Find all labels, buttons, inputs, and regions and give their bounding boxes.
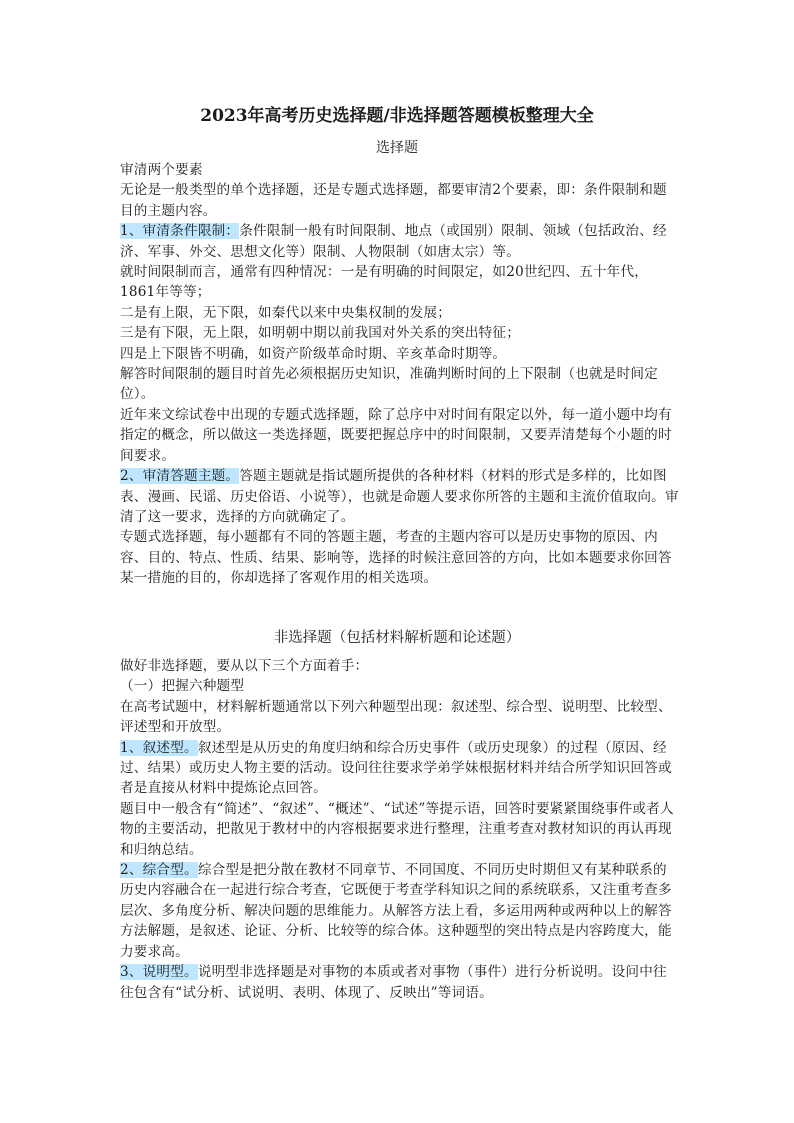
highlighted-heading: 2、综合型。 <box>120 862 198 879</box>
list-item-condition-limits <box>120 221 680 262</box>
paragraph: 二是有上限，无下限，如秦代以来中央集权制的发展； <box>120 304 452 321</box>
paragraph: 做好非选择题，要从以下三个方面着手： <box>120 658 369 674</box>
item-text: 条件限制一般有时间限制、地点（或国别）限制、领域（包括政治、经济、军事、外交、思想文化等）限制、人物限制（如唐太宗）等。 <box>120 223 667 260</box>
paragraph: 无论是一般类型的单个选择题，还是专题式选择题，都要审清2个要素，即：条件限制和题目的主题内容。 <box>120 182 667 219</box>
paragraph: 近年来文综试卷中出现的专题式选择题，除了总序中对时间有限定以外，每一道小题中均有指定的概念，所以做这一类选择题，既要把握总序中的时间限制，又要弄清楚每个小题的时间要求。 <box>120 406 672 464</box>
paragraph: 就时间限制而言，通常有四种情况：一是有明确的时间限定，如20世纪四、五十年代，1861年等等； <box>120 264 649 301</box>
list-item-comprehensive-type <box>120 860 680 962</box>
list-item-narrative-type <box>120 738 680 799</box>
paragraph: （一）把握六种题型 <box>120 678 245 695</box>
item-text: 说明型非选择题是对事物的本质或者对事物（事件）进行分析说明。设问中往往包含有“试分析、试说明、表明、体现了、反映出”等词语。 <box>120 964 667 1001</box>
paragraph: 审清两个要素 <box>120 162 203 178</box>
list-item-explanatory-type <box>120 962 680 1003</box>
paragraph: 四是上下限皆不明确，如资产阶级革命时期、辛亥革命时期等。 <box>120 345 507 362</box>
section-heading-multiple-choice: 选择题 <box>376 140 418 156</box>
paragraph: 三是有下限，无上限，如明朝中期以前我国对外关系的突出特征； <box>120 325 521 342</box>
highlighted-heading: 1、叙述型。 <box>120 739 198 756</box>
item-text: 叙述型是从历史的角度归纳和综合历史事件（或历史现象）的过程（原因、经过、结果）或历史人物主要的活动。设问往往要求学弟学妹根据材料并结合所学知识回答或者是直接从材料中提炼论点回答。 <box>120 739 672 797</box>
document-title: 2023年高考历史选择题/非选择题答题模板整理大全 <box>200 106 594 126</box>
item-text: 综合型是把分散在教材不同章节、不同国度、不同历史时期但又有某种联系的历史内容融合在一起进行综合考查，它既便于考查学科知识之间的系统联系，又注重考查多层次、多角度分析、解决问题的思维能力。从解答方法上看，多运用两种或两种以上的解答方法解题，是叙述、论证、分析、比较等的综合体。这种题型的突出特点是内容跨度大，能力要求高。 <box>120 862 672 960</box>
highlighted-heading: 1、审清条件限制： <box>120 223 240 240</box>
non-multiple-choice-body <box>120 656 680 1003</box>
section-heading-non-multiple-choice: 非选择题（包括材料解析题和论述题） <box>273 630 521 646</box>
paragraph: 专题式选择题，每小题都有不同的答题主题，考查的主题内容可以是历史事物的原因、内容、目的、特点、性质、结果、影响等，选择的时候注意回答的方向，比如本题要求你回答某一措施的目的，你却选择了客观作用的相关选项。 <box>120 529 672 587</box>
list-item-answer-theme <box>120 466 680 527</box>
highlighted-heading: 3、说明型。 <box>120 964 198 981</box>
item-text: 答题主题就是指试题所提供的各种材料（材料的形式是多样的，比如图表、漫画、民谣、历史俗语、小说等），也就是命题人要求你所答的主题和主流价值取向。审清了这一要求，选择的方向就确定了。 <box>120 468 679 525</box>
paragraph: 在高考试题中，材料解析题通常以下列六种题型出现：叙述型、综合型、说明型、比较型、评述型和开放型。 <box>120 698 672 736</box>
paragraph: 解答时间限制的题目时首先必须根据历史知识，准确判断时间的上下限制（也就是时间定位）。 <box>120 366 658 403</box>
paragraph: 题目中一般含有“简述”、“叙述”、“概述”、“试述”等提示语，回答时要紧紧围绕事件或者人物的主要活动，把散见于教材中的内容根据要求进行整理，注重考查对教材知识的再认再现和归纳总结。 <box>120 800 674 858</box>
highlighted-heading: 2、审清答题主题。 <box>120 468 240 485</box>
multiple-choice-body <box>120 160 680 589</box>
